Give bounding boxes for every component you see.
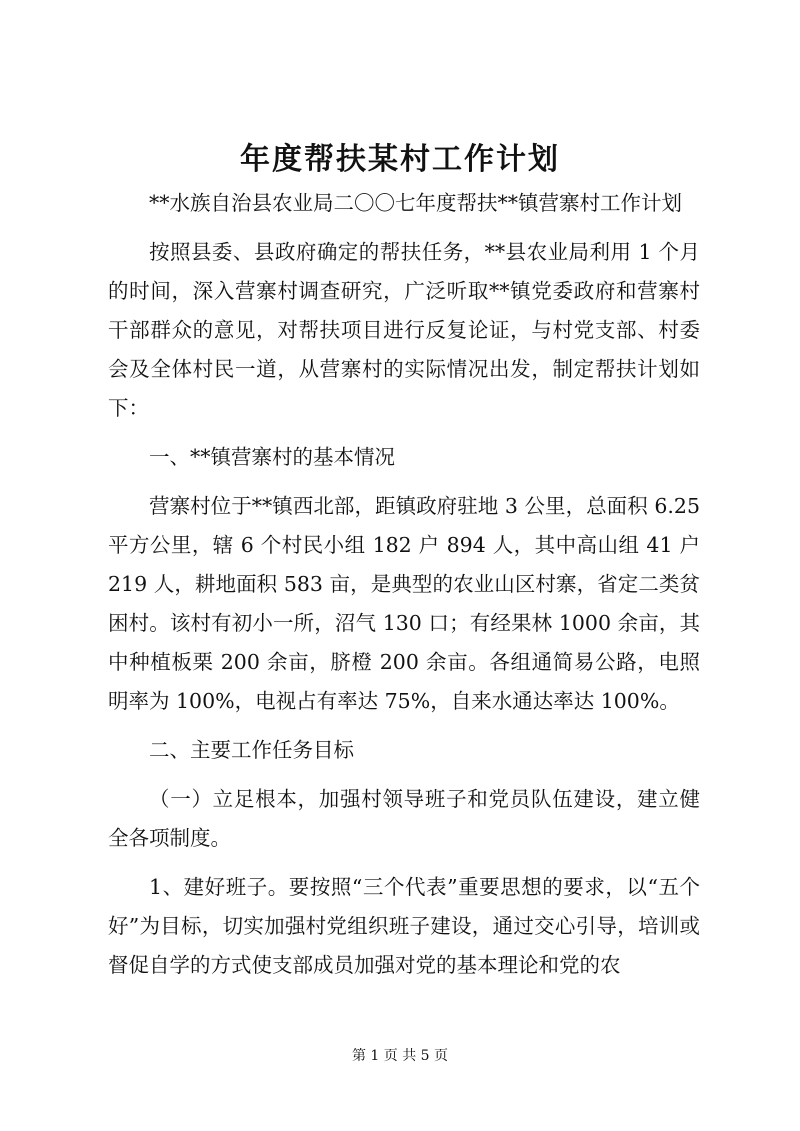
document-title: 年度帮扶某村工作计划 <box>240 142 560 177</box>
section-heading-2: 二、主要工作任务目标 <box>149 738 354 762</box>
subsection-heading-1: （一）立足根本，加强村领导班子和党员队伍建设，建立健全各项制度。 <box>108 787 700 850</box>
subtitle-paragraph: **水族自治县农业局二〇〇七年度帮扶**镇营寨村工作计划 <box>149 191 682 215</box>
item-paragraph-1: 1、建好班子。要按照“三个代表”重要思想的要求，以“五个好”为目标，切实加强村党组织班子建设，通过交心引导，培训或督促自学的方式使支部成员加强对党的基本理论和党的农 <box>108 875 700 977</box>
document-body <box>108 184 700 995</box>
basic-info-paragraph: 营寨村位于**镇西北部，距镇政府驻地 3 公里，总面积 6.25 平方公里，辖 6 个村民小组 182 户 894 人，其中高山组 41 户 219 人，耕地面积 583 亩，是典型的农业山区村寨，省定二类贫困村。该村有初小一所，沼气 130 口；有经果林 1000 余亩，其中种植板栗 200 余亩，脐橙 200 余亩。各组通简易公路，电照明率为 100%，电视占有率达 75%，自来水通达率达 100%。 <box>108 494 700 713</box>
intro-paragraph: 按照县委、县政府确定的帮扶任务，**县农业局利用 1 个月的时间，深入营寨村调查研究，广泛听取**镇党委政府和营寨村干部群众的意见，对帮扶项目进行反复论证，与村党支部、村委会及全体村民一道，从营寨村的实际情况出发，制定帮扶计划如下： <box>108 240 700 420</box>
section-heading-1: 一、**镇营寨村的基本情况 <box>149 445 395 469</box>
page-number-footer: 第 1 页 共 5 页 <box>351 1048 449 1064</box>
